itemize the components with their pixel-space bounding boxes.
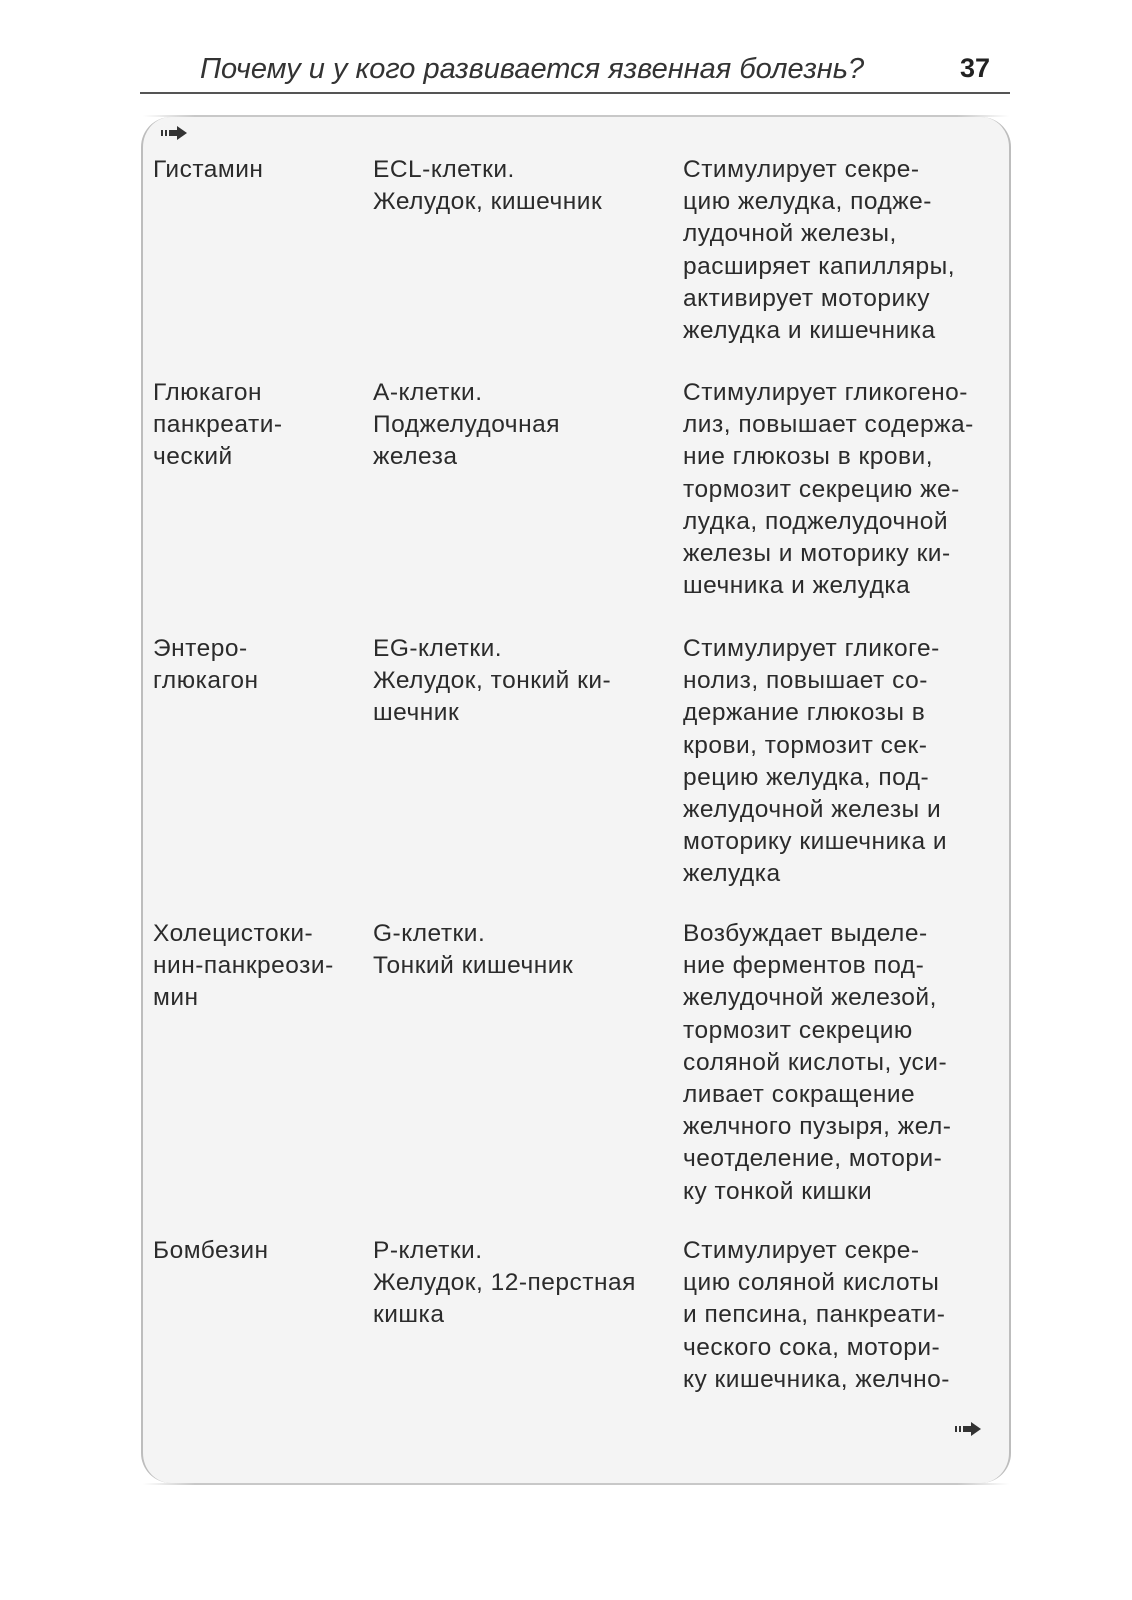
hormone-name-line: панкреати-	[153, 411, 283, 439]
continuation-arrow-icon	[953, 1421, 983, 1437]
hormone-source-line: шечник	[373, 699, 460, 727]
hormone-action-line: цию желудка, подже-	[683, 188, 932, 216]
hormone-action-line: лудочной железы,	[683, 220, 897, 248]
hormone-source-line: ECL-клетки.	[373, 156, 515, 183]
hormone-action-line: желчного пузыря, жел-	[683, 1113, 952, 1141]
running-title: Почему и у кого развивается язвенная болезнь?	[200, 53, 865, 85]
hormone-name-cell	[153, 377, 368, 474]
hormone-action-line: Стимулирует гликоге-	[683, 635, 940, 662]
hormone-action-line: желудочной железой,	[683, 984, 937, 1012]
hormone-action-line: ческого сока, мотори-	[683, 1333, 941, 1361]
hormone-name-line: Энтеро-	[153, 635, 248, 662]
hormone-source-cell	[373, 377, 678, 474]
hormone-source-line: Р-клетки.	[373, 1237, 483, 1264]
hormone-action-cell	[683, 918, 1008, 1208]
hormone-action-line: железы и моторику ки-	[683, 540, 951, 568]
hormone-action-line: тормозит секрецию же-	[683, 475, 960, 503]
hormone-name-cell	[153, 633, 368, 697]
hormone-action-line: ливает сокращение	[683, 1081, 916, 1109]
hormone-name-line: Гистамин	[153, 156, 264, 183]
hormone-action-line: и пепсина, панкреати-	[683, 1301, 946, 1329]
hormone-source-line: кишка	[373, 1301, 445, 1329]
hormone-name-line: Бомбезин	[153, 1237, 269, 1264]
hormone-action-line: цию соляной кислоты	[683, 1269, 940, 1297]
hormone-action-line: расширяет капилляры,	[683, 252, 956, 280]
hormone-action-line: тормозит секрецию	[683, 1016, 913, 1044]
hormone-action-line: Стимулирует секре-	[683, 1237, 920, 1264]
hormone-name-line: ческий	[153, 443, 233, 471]
hormone-action-line: желудка	[683, 860, 781, 888]
hormone-table-panel	[141, 117, 1011, 1483]
hormone-source-line: Поджелудочная	[373, 411, 560, 439]
hormone-source-line: А-клетки.	[373, 379, 483, 406]
hormone-action-line: рецию желудка, под-	[683, 763, 930, 791]
running-header	[140, 48, 1010, 94]
hormone-source-line: Желудок, кишечник	[373, 188, 603, 216]
hormone-action-line: соляной кислоты, уси-	[683, 1048, 948, 1076]
hormone-action-line: крови, тормозит сек-	[683, 731, 928, 759]
continuation-arrow-icon	[159, 125, 189, 141]
hormone-action-line: Стимулирует секре-	[683, 156, 920, 183]
hormone-source-line: G-клетки.	[373, 920, 486, 947]
hormone-name-line: Холецистоки-	[153, 920, 314, 947]
hormone-action-line: лудка, поджелудочной	[683, 507, 949, 535]
hormone-source-line: железа	[373, 443, 458, 471]
hormone-source-cell	[373, 633, 678, 730]
hormone-action-line: шечника и желудка	[683, 572, 911, 600]
hormone-source-cell	[373, 154, 678, 218]
hormone-action-line: активирует моторику	[683, 284, 930, 312]
hormone-name-cell	[153, 1235, 368, 1267]
hormone-action-line: желудка и кишечника	[683, 317, 936, 345]
hormone-name-cell	[153, 154, 368, 186]
hormone-source-line: Тонкий кишечник	[373, 952, 574, 980]
hormone-name-line: глюкагон	[153, 667, 259, 695]
hormone-action-line: желудочной железы и	[683, 796, 942, 824]
hormone-action-line: ние ферментов под-	[683, 952, 925, 980]
hormone-source-cell	[373, 1235, 678, 1332]
hormone-name-cell	[153, 918, 368, 1015]
hormone-name-line: Глюкагон	[153, 379, 262, 406]
hormone-action-line: ние глюкозы в крови,	[683, 443, 934, 471]
hormone-action-line: лиз, повышает содержа-	[683, 411, 974, 439]
hormone-source-line: Желудок, 12-перстная	[373, 1269, 636, 1297]
hormone-source-line: Желудок, тонкий ки-	[373, 667, 612, 695]
hormone-name-line: мин	[153, 984, 199, 1012]
hormone-source-cell	[373, 918, 678, 982]
hormone-action-line: ку тонкой кишки	[683, 1177, 873, 1205]
hormone-action-line: Стимулирует гликогено-	[683, 379, 968, 406]
hormone-name-line: нин-панкреози-	[153, 952, 334, 980]
hormone-action-line: держание глюкозы в	[683, 699, 926, 727]
hormone-action-cell	[683, 633, 1008, 891]
hormone-action-line: чеотделение, мотори-	[683, 1145, 943, 1173]
hormone-action-line: моторику кишечника и	[683, 828, 948, 856]
hormone-action-cell	[683, 377, 1008, 602]
hormone-action-line: ку кишечника, желчно-	[683, 1365, 950, 1393]
hormone-action-cell	[683, 154, 1008, 347]
hormone-source-line: EG-клетки.	[373, 635, 503, 662]
hormone-action-line: Возбуждает выделе-	[683, 920, 928, 947]
hormone-action-cell	[683, 1235, 1008, 1396]
hormone-action-line: нолиз, повышает со-	[683, 667, 928, 695]
page-number: 37	[959, 53, 990, 83]
